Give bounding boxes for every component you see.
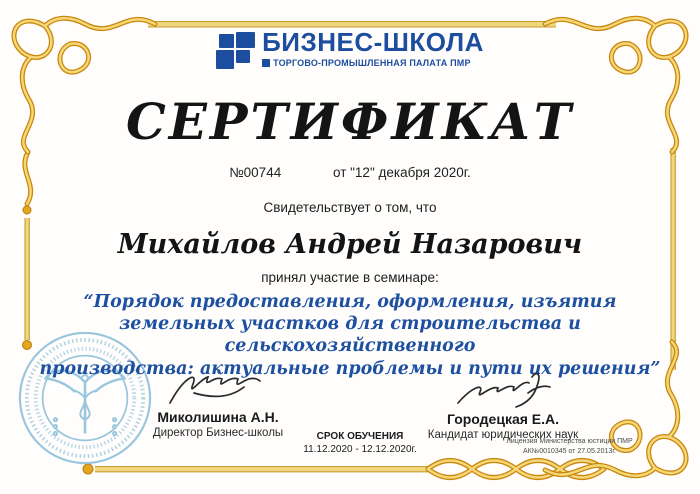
training-period-dates: 11.12.2020 - 12.12.2020г. xyxy=(303,444,417,455)
certificate-number-row xyxy=(0,165,700,180)
license-line-1: Лицензия Министерства юстиции ПМР xyxy=(506,438,633,445)
license-line-2: АК№0010345 от 27.05.2013г. xyxy=(522,447,617,455)
recipient-name: Михайлов Андрей Назарович xyxy=(117,229,583,260)
signature-block-director xyxy=(112,367,324,439)
director-name: Миколишина А.Н. xyxy=(157,409,279,425)
lawyer-name: Городецкая Е.А. xyxy=(446,411,560,427)
certificate-number: №00744 xyxy=(229,165,282,180)
logo-title: БИЗНЕС-ШКОЛА xyxy=(262,27,484,57)
lawyer-signature-image xyxy=(448,371,558,415)
seminar-title xyxy=(0,291,700,380)
certificate-title: СЕРТИФИКАТ xyxy=(125,92,575,151)
window-grid-logo-icon xyxy=(216,32,255,69)
certificate-date: от "12" декабря 2020г. xyxy=(332,165,471,180)
participation-text: принял участие в семинаре: xyxy=(261,270,439,285)
lawyer-title: Кандидат юридических наук xyxy=(427,429,579,441)
training-period-block xyxy=(250,431,470,455)
attestation-text: Свидетельствует о том, что xyxy=(263,200,437,215)
seminar-title-line-2: земельных участков для строительства и сельскохозяйственного xyxy=(119,314,581,357)
training-period-label: СРОК ОБУЧЕНИЯ xyxy=(316,431,404,442)
square-bullet-icon xyxy=(262,59,270,67)
seminar-title-line-3: производства: актуальные проблемы и пути их решения” xyxy=(39,358,661,379)
director-signature-image xyxy=(162,367,274,413)
business-school-logo xyxy=(0,29,700,69)
logo-subtitle: ТОРГОВО-ПРОМЫШЛЕННАЯ ПАЛАТА ПМР xyxy=(273,58,471,68)
seminar-title-line-1: “Порядок предоставления, оформления, изъятия xyxy=(83,292,617,312)
director-title: Директор Бизнес-школы xyxy=(152,427,284,439)
license-note xyxy=(497,437,642,457)
